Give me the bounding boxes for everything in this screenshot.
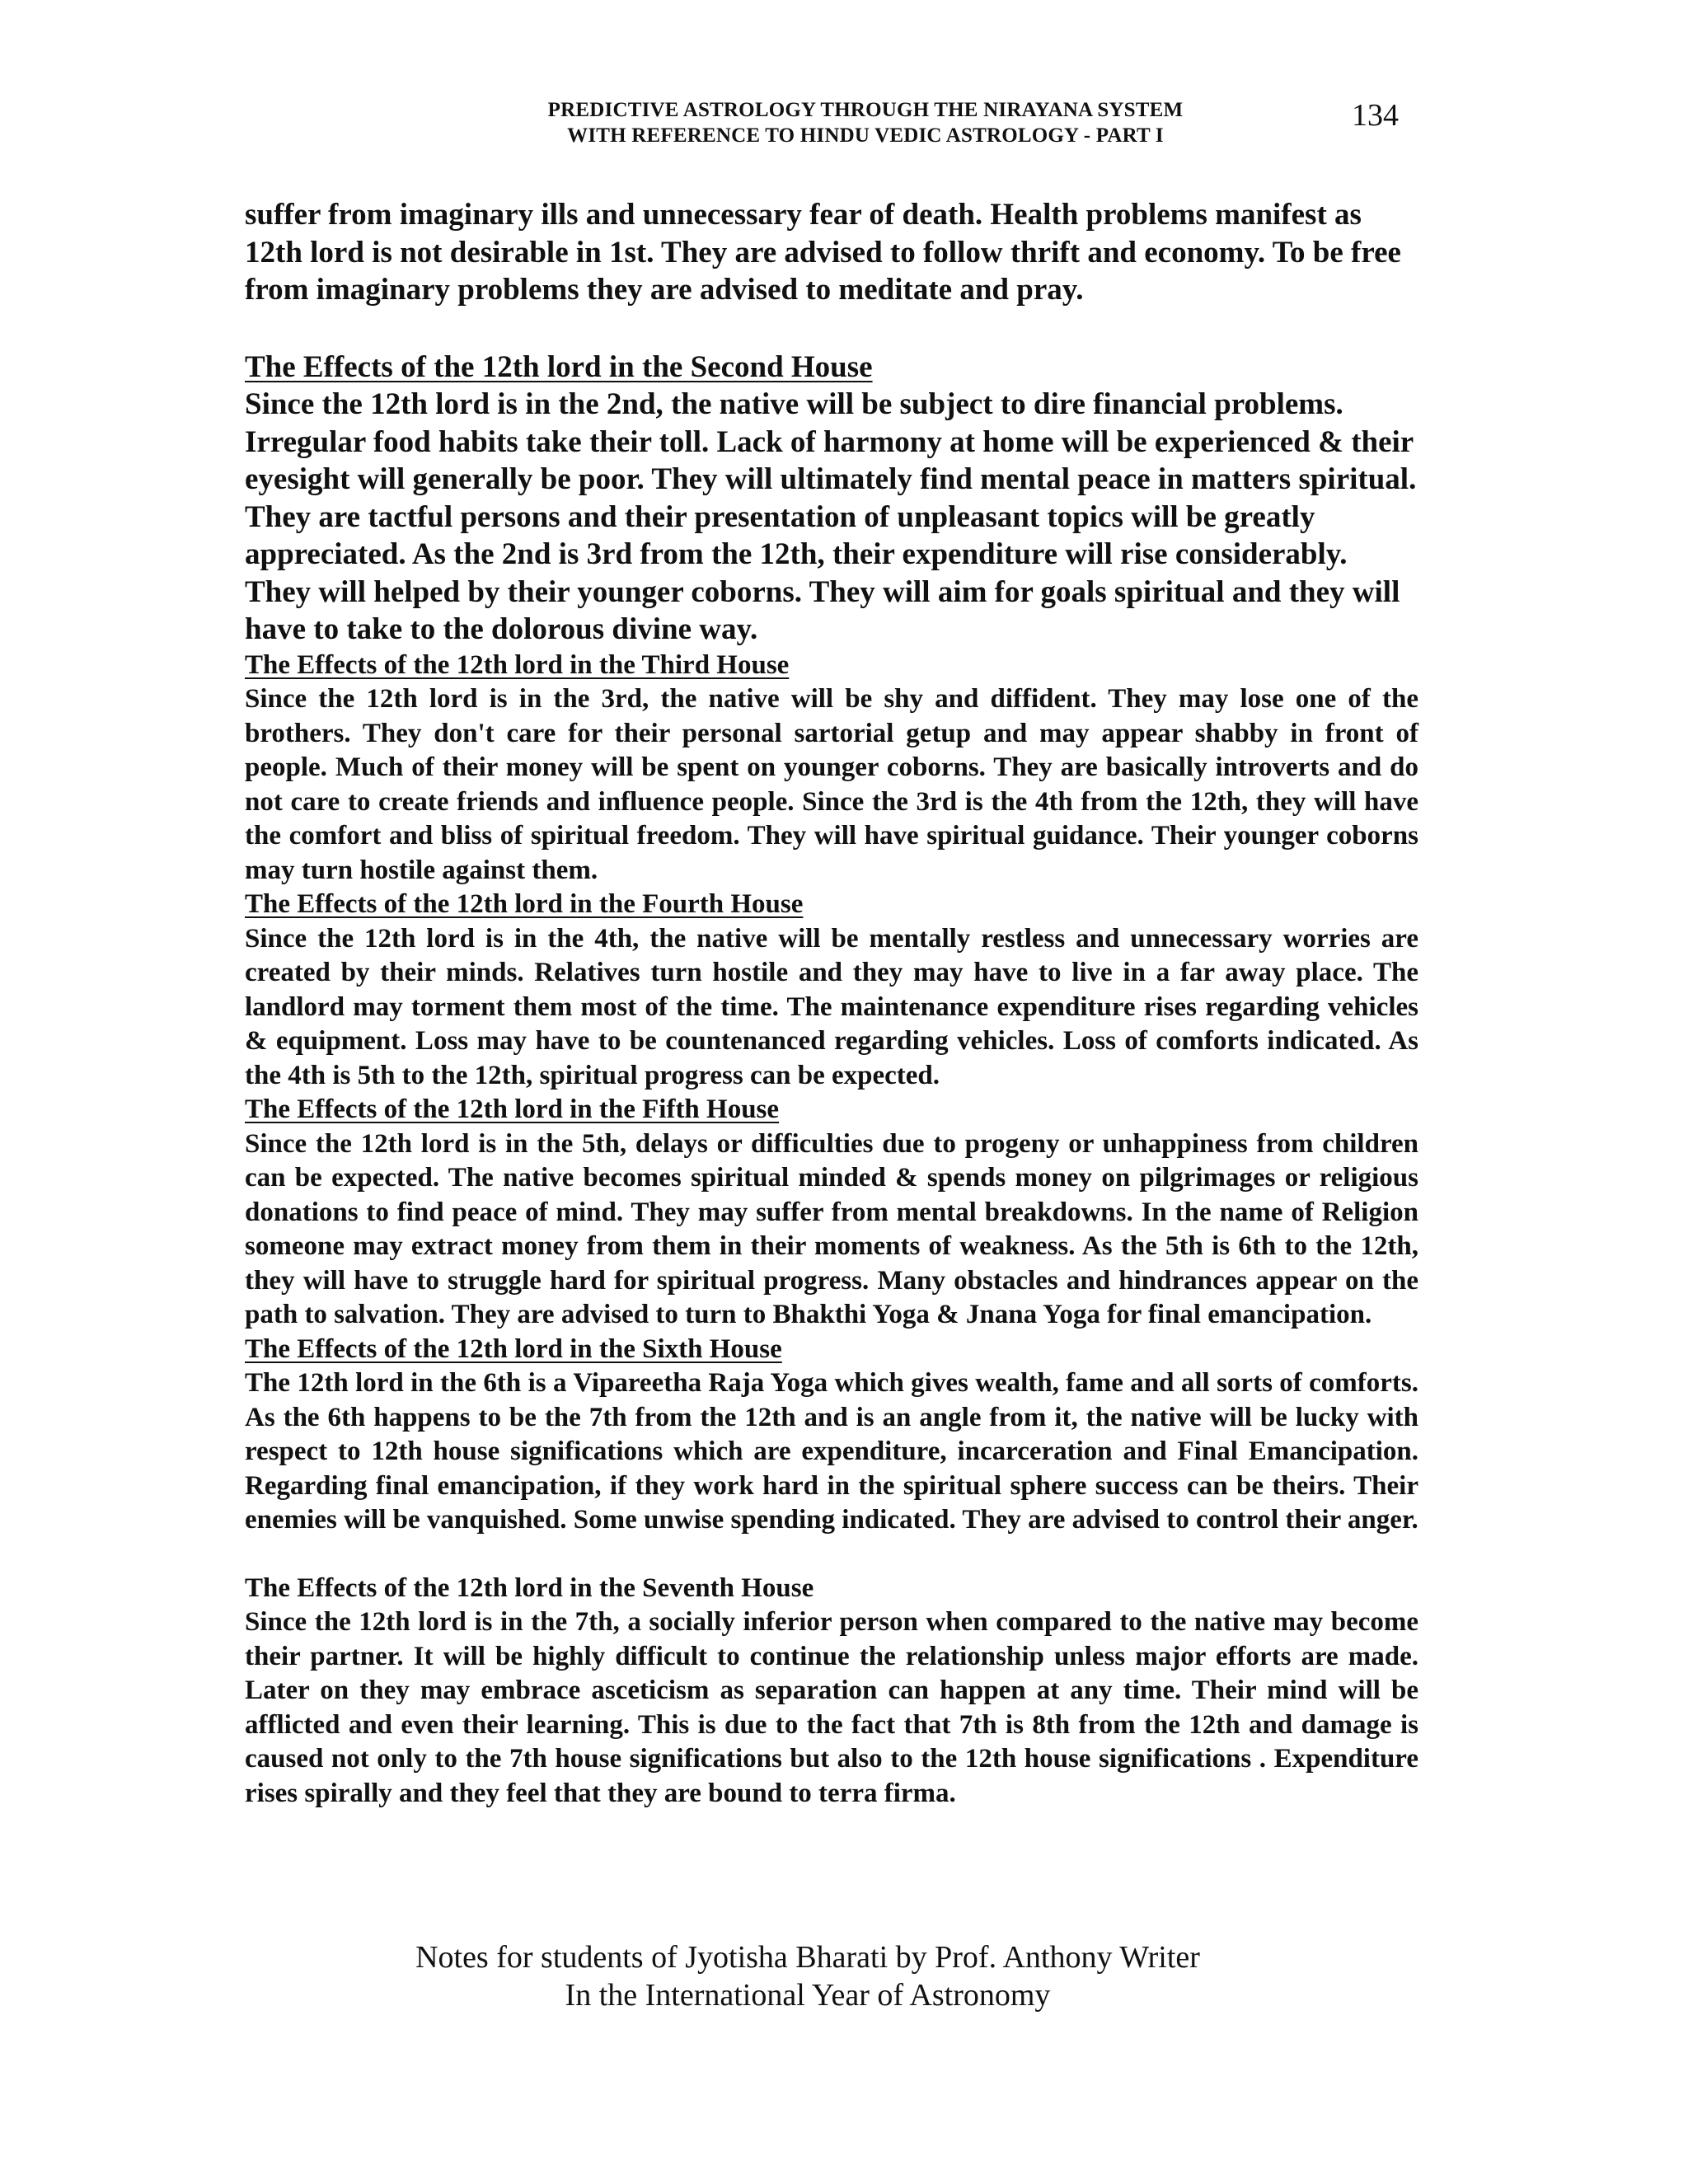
section-heading-second-house: The Effects of the 12th lord in the Second House bbox=[245, 349, 873, 384]
section-seventh-house bbox=[245, 1572, 1418, 1811]
section-heading-fifth-house: The Effects of the 12th lord in the Fifth House bbox=[245, 1094, 780, 1124]
section-fourth-house bbox=[245, 888, 1418, 1093]
section-body-sixth-house: The 12th lord in the 6th is a Vipareetha Raja Yoga which gives wealth, fame and all sorts of comforts. As the 6th happens to be the 7th from the 12th and is an angle from it, the native will be lucky with respect to 12th house significations which are expenditure, incarceration and Final Emancipation. Regarding final emancipation, if they work hard in the spiritual sphere success can be theirs. Their enemies will be vanquished. Some unwise spending indicated. They are advised to control their anger. bbox=[245, 1368, 1418, 1535]
section-body-third-house: Since the 12th lord is in the 3rd, the native will be shy and diffident. They may lose one of the brothers. They don't care for their personal sartorial getup and may appear shabby in front of people. Much of their money will be spent on younger coborns. They are basically introverts and do not care to create friends and influence people. Since the 3rd is the 4th from the 12th, they will have the comfort and bliss of spiritual freedom. They will have spiritual guidance. Their younger coborns may turn hostile against them. bbox=[245, 684, 1418, 885]
paragraph-spacer bbox=[245, 309, 1418, 349]
header-title-line-1: PREDICTIVE ASTROLOGY THROUGH THE NIRAYANA SYSTEM bbox=[547, 99, 1184, 121]
section-heading-sixth-house: The Effects of the 12th lord in the Sixth House bbox=[245, 1333, 782, 1364]
header-title-line-2: WITH REFERENCE TO HINDU VEDIC ASTROLOGY - PART I bbox=[567, 124, 1164, 147]
section-heading-fourth-house: The Effects of the 12th lord in the Fourth House bbox=[245, 889, 804, 919]
running-header bbox=[429, 97, 1302, 148]
footer-line-1: Notes for students of Jyotisha Bharati by Prof. Anthony Writer bbox=[415, 1940, 1200, 1975]
section-second-house bbox=[245, 349, 1418, 649]
section-body-fourth-house: Since the 12th lord is in the 4th, the native will be mentally restless and unnecessary worries are created by their minds. Relatives turn hostile and they may have to live in a far away place. The landlord may torment them most of the time. The maintenance expenditure rises regarding vehicles & equipment. Loss may have to be countenanced regarding vehicles. Loss of comforts indicated. As the 4th is 5th to the 12th, spiritual progress can be expected. bbox=[245, 923, 1418, 1090]
page-footer bbox=[330, 1938, 1286, 2014]
section-sixth-house bbox=[245, 1333, 1418, 1538]
section-heading-seventh-house: The Effects of the 12th lord in the Seventh House bbox=[245, 1572, 814, 1603]
section-body-fifth-house: Since the 12th lord is in the 5th, delays or difficulties due to progeny or unhappiness from children can be expected. The native becomes spiritual minded & spends money on pilgrimages or religious donations to find peace of mind. They may suffer from mental breakdowns. In the name of Religion someone may extract money from them in their moments of weakness. As the 5th is 6th to the 12th, they will have to struggle hard for spiritual progress. Many obstacles and hindrances appear on the path to salvation. They are advised to turn to Bhakthi Yoga & Jnana Yoga for final emancipation. bbox=[245, 1128, 1418, 1329]
section-fifth-house bbox=[245, 1093, 1418, 1333]
section-third-house bbox=[245, 649, 1418, 888]
page-content bbox=[245, 196, 1418, 1811]
section-heading-third-house: The Effects of the 12th lord in the Third House bbox=[245, 649, 790, 680]
page-number: 134 bbox=[1352, 98, 1399, 133]
section-body-second-house: Since the 12th lord is in the 2nd, the native will be subject to dire financial problems. Irregular food habits take their toll. Lack of harmony at home will be experienced & their eyesight will generally be poor. They will ultimately find mental peace in matters spiritual. They are tactful persons and their presentation of unpleasant topics will be greatly appreciated. As the 2nd is 3rd from the 12th, their expenditure will rise considerably. They will helped by their younger coborns. They will aim for goals spiritual and they will have to take to the dolorous divine way. bbox=[245, 387, 1417, 646]
intro-paragraph: suffer from imaginary ills and unnecessary fear of death. Health problems manifest as 12th lord is not desirable in 1st. They are advised to follow thrift and economy. To be free from imaginary problems they are advised to meditate and pray. bbox=[245, 198, 1401, 307]
paragraph-spacer bbox=[245, 1538, 1418, 1572]
section-body-seventh-house: Since the 12th lord is in the 7th, a socially inferior person when compared to the native may become their partner. It will be highly difficult to continue the relationship unless major efforts are made. Later on they may embrace asceticism as separation can happen at any time. Their mind will be afflicted and even their learning. This is due to the fact that 7th is 8th from the 12th and damage is caused not only to the 7th house significations but also to the 12th house significations . Expenditure rises spirally and they feel that they are bound to terra firma. bbox=[245, 1607, 1418, 1808]
footer-line-2: In the International Year of Astronomy bbox=[565, 1978, 1051, 2013]
